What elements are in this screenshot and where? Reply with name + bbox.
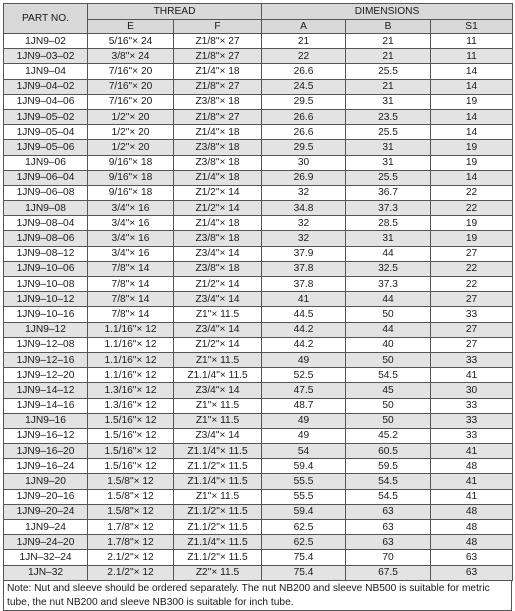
dim-b-cell: 50 xyxy=(346,413,431,428)
table-row xyxy=(4,474,513,489)
dim-a-cell: 37.9 xyxy=(262,246,346,261)
table-row xyxy=(4,201,513,216)
part-no-cell: 1JN9–06–04 xyxy=(4,170,88,185)
thread-e-cell: 1.7/8"× 12 xyxy=(88,535,174,550)
dim-s1-cell: 33 xyxy=(431,428,513,443)
thread-e-cell: 9/16"× 18 xyxy=(88,185,174,200)
header-e: E xyxy=(88,20,174,34)
dim-a-cell: 59.4 xyxy=(262,504,346,519)
part-no-cell: 1JN9–04–06 xyxy=(4,94,88,109)
dim-b-cell: 44 xyxy=(346,322,431,337)
table-row xyxy=(4,185,513,200)
thread-f-cell: Z3/8"× 18 xyxy=(174,155,262,170)
part-no-cell: 1JN9–10–08 xyxy=(4,277,88,292)
part-no-cell: 1JN9–06–08 xyxy=(4,185,88,200)
dim-s1-cell: 48 xyxy=(431,504,513,519)
dim-a-cell: 29.5 xyxy=(262,140,346,155)
thread-f-cell: Z3/4"× 14 xyxy=(174,322,262,337)
header-b: B xyxy=(346,20,431,34)
dim-b-cell: 63 xyxy=(346,504,431,519)
dim-s1-cell: 27 xyxy=(431,246,513,261)
dim-b-cell: 25.5 xyxy=(346,64,431,79)
table-row xyxy=(4,292,513,307)
dim-a-cell: 47.5 xyxy=(262,383,346,398)
thread-f-cell: Z1.1/2"× 11.5 xyxy=(174,459,262,474)
dim-a-cell: 26.6 xyxy=(262,109,346,124)
table-row xyxy=(4,49,513,64)
part-no-cell: 1JN9–08–12 xyxy=(4,246,88,261)
dim-b-cell: 21 xyxy=(346,79,431,94)
thread-f-cell: Z1"× 11.5 xyxy=(174,352,262,367)
thread-f-cell: Z1/2"× 14 xyxy=(174,201,262,216)
dim-b-cell: 28.5 xyxy=(346,216,431,231)
dim-s1-cell: 19 xyxy=(431,231,513,246)
dim-s1-cell: 27 xyxy=(431,322,513,337)
dim-s1-cell: 22 xyxy=(431,277,513,292)
dim-a-cell: 32 xyxy=(262,216,346,231)
dim-a-cell: 30 xyxy=(262,155,346,170)
order-note: Note: Nut and sleeve should be ordered separately. The nut NB200 and sleeve NB500 is suitable for metric tube, the nut NB200 and sleeve NB300 is suitable for inch tube. xyxy=(3,581,512,611)
dim-s1-cell: 14 xyxy=(431,64,513,79)
part-no-cell: 1JN9–10–12 xyxy=(4,292,88,307)
dim-a-cell: 24.5 xyxy=(262,79,346,94)
thread-f-cell: Z1/8"× 27 xyxy=(174,49,262,64)
thread-f-cell: Z1.1/4"× 11.5 xyxy=(174,535,262,550)
table-row xyxy=(4,307,513,322)
table-row xyxy=(4,428,513,443)
table-row xyxy=(4,155,513,170)
thread-f-cell: Z3/4"× 14 xyxy=(174,383,262,398)
table-body xyxy=(4,34,513,581)
thread-e-cell: 7/8"× 14 xyxy=(88,261,174,276)
table-row xyxy=(4,261,513,276)
dim-s1-cell: 63 xyxy=(431,550,513,565)
thread-e-cell: 1/2"× 20 xyxy=(88,140,174,155)
table-row xyxy=(4,565,513,580)
thread-f-cell: Z3/8"× 18 xyxy=(174,261,262,276)
dim-a-cell: 32 xyxy=(262,231,346,246)
dim-a-cell: 32 xyxy=(262,185,346,200)
dim-s1-cell: 63 xyxy=(431,565,513,580)
dim-s1-cell: 22 xyxy=(431,185,513,200)
part-no-cell: 1JN9–03–02 xyxy=(4,49,88,64)
dim-b-cell: 31 xyxy=(346,231,431,246)
dim-s1-cell: 14 xyxy=(431,79,513,94)
thread-e-cell: 7/16"× 20 xyxy=(88,79,174,94)
table-row xyxy=(4,79,513,94)
dim-a-cell: 49 xyxy=(262,352,346,367)
dim-a-cell: 55.5 xyxy=(262,474,346,489)
dim-a-cell: 55.5 xyxy=(262,489,346,504)
dim-a-cell: 26.6 xyxy=(262,125,346,140)
part-no-cell: 1JN9–16–24 xyxy=(4,459,88,474)
thread-e-cell: 1.5/16"× 12 xyxy=(88,459,174,474)
thread-f-cell: Z1.1/4"× 11.5 xyxy=(174,474,262,489)
table-row xyxy=(4,64,513,79)
table-row xyxy=(4,535,513,550)
dim-a-cell: 44.5 xyxy=(262,307,346,322)
part-no-cell: 1JN9–24–20 xyxy=(4,535,88,550)
dim-a-cell: 48.7 xyxy=(262,398,346,413)
thread-e-cell: 1.3/16"× 12 xyxy=(88,398,174,413)
dim-a-cell: 37.8 xyxy=(262,277,346,292)
thread-f-cell: Z1.1/2"× 11.5 xyxy=(174,520,262,535)
part-no-cell: 1JN9–08–04 xyxy=(4,216,88,231)
thread-e-cell: 1.1/16"× 12 xyxy=(88,368,174,383)
parts-table-container xyxy=(3,3,512,611)
thread-e-cell: 1/2"× 20 xyxy=(88,109,174,124)
dim-s1-cell: 19 xyxy=(431,216,513,231)
thread-f-cell: Z1.1/4"× 11.5 xyxy=(174,368,262,383)
table-row xyxy=(4,94,513,109)
part-no-cell: 1JN9–04 xyxy=(4,64,88,79)
thread-e-cell: 7/8"× 14 xyxy=(88,292,174,307)
dim-b-cell: 50 xyxy=(346,307,431,322)
thread-e-cell: 7/16"× 20 xyxy=(88,64,174,79)
dim-s1-cell: 48 xyxy=(431,459,513,474)
dim-b-cell: 50 xyxy=(346,352,431,367)
thread-e-cell: 1.5/16"× 12 xyxy=(88,413,174,428)
table-row xyxy=(4,322,513,337)
dim-b-cell: 44 xyxy=(346,246,431,261)
dim-b-cell: 63 xyxy=(346,520,431,535)
part-no-cell: 1JN9–04–02 xyxy=(4,79,88,94)
dim-s1-cell: 41 xyxy=(431,489,513,504)
table-row xyxy=(4,368,513,383)
dim-a-cell: 26.6 xyxy=(262,64,346,79)
thread-e-cell: 2.1/2"× 12 xyxy=(88,550,174,565)
table-row xyxy=(4,550,513,565)
dim-b-cell: 21 xyxy=(346,34,431,49)
thread-f-cell: Z1/2"× 14 xyxy=(174,277,262,292)
table-header xyxy=(4,4,513,34)
header-dimensions: DIMENSIONS xyxy=(262,4,513,20)
thread-e-cell: 1.5/8"× 12 xyxy=(88,474,174,489)
thread-f-cell: Z3/8"× 18 xyxy=(174,94,262,109)
dim-b-cell: 67.5 xyxy=(346,565,431,580)
dim-s1-cell: 19 xyxy=(431,155,513,170)
thread-f-cell: Z1/4"× 18 xyxy=(174,216,262,231)
thread-f-cell: Z3/8"× 18 xyxy=(174,140,262,155)
dim-s1-cell: 27 xyxy=(431,337,513,352)
thread-f-cell: Z2"× 11.5 xyxy=(174,565,262,580)
thread-e-cell: 1.1/16"× 12 xyxy=(88,352,174,367)
dim-b-cell: 32.5 xyxy=(346,261,431,276)
thread-f-cell: Z1/8"× 27 xyxy=(174,109,262,124)
part-no-cell: 1JN9–16 xyxy=(4,413,88,428)
thread-e-cell: 1.7/8"× 12 xyxy=(88,520,174,535)
header-a: A xyxy=(262,20,346,34)
table-row xyxy=(4,520,513,535)
header-part-no: PART NO. xyxy=(4,4,88,34)
dim-b-cell: 60.5 xyxy=(346,444,431,459)
dim-b-cell: 36.7 xyxy=(346,185,431,200)
thread-e-cell: 7/8"× 14 xyxy=(88,307,174,322)
part-no-cell: 1JN9–08–06 xyxy=(4,231,88,246)
dim-a-cell: 21 xyxy=(262,34,346,49)
thread-f-cell: Z1"× 11.5 xyxy=(174,489,262,504)
thread-e-cell: 1.5/16"× 12 xyxy=(88,444,174,459)
dim-a-cell: 44.2 xyxy=(262,337,346,352)
part-no-cell: 1JN9–05–04 xyxy=(4,125,88,140)
dim-a-cell: 75.4 xyxy=(262,550,346,565)
table-row xyxy=(4,383,513,398)
table-row xyxy=(4,109,513,124)
part-no-cell: 1JN9–16–20 xyxy=(4,444,88,459)
table-row xyxy=(4,246,513,261)
dim-s1-cell: 41 xyxy=(431,368,513,383)
dim-b-cell: 31 xyxy=(346,94,431,109)
dim-a-cell: 22 xyxy=(262,49,346,64)
part-no-cell: 1JN9–14–12 xyxy=(4,383,88,398)
table-row xyxy=(4,444,513,459)
part-no-cell: 1JN9–12–16 xyxy=(4,352,88,367)
dim-b-cell: 25.5 xyxy=(346,125,431,140)
dim-b-cell: 44 xyxy=(346,292,431,307)
part-no-cell: 1JN–32–24 xyxy=(4,550,88,565)
table-row xyxy=(4,398,513,413)
dim-s1-cell: 11 xyxy=(431,49,513,64)
dim-b-cell: 37.3 xyxy=(346,277,431,292)
thread-e-cell: 3/4"× 16 xyxy=(88,201,174,216)
dim-b-cell: 63 xyxy=(346,535,431,550)
dim-b-cell: 40 xyxy=(346,337,431,352)
dim-b-cell: 31 xyxy=(346,140,431,155)
part-no-cell: 1JN9–24 xyxy=(4,520,88,535)
dim-s1-cell: 33 xyxy=(431,413,513,428)
thread-f-cell: Z1/4"× 18 xyxy=(174,170,262,185)
dim-a-cell: 37.8 xyxy=(262,261,346,276)
dim-a-cell: 29.5 xyxy=(262,94,346,109)
thread-f-cell: Z1"× 11.5 xyxy=(174,413,262,428)
thread-f-cell: Z3/4"× 14 xyxy=(174,246,262,261)
part-no-cell: 1JN9–06 xyxy=(4,155,88,170)
thread-f-cell: Z1.1/2"× 11.5 xyxy=(174,504,262,519)
thread-e-cell: 3/4"× 16 xyxy=(88,231,174,246)
part-no-cell: 1JN–32 xyxy=(4,565,88,580)
dim-s1-cell: 33 xyxy=(431,398,513,413)
thread-e-cell: 1.5/8"× 12 xyxy=(88,489,174,504)
thread-f-cell: Z1/4"× 18 xyxy=(174,125,262,140)
dim-s1-cell: 14 xyxy=(431,125,513,140)
table-row xyxy=(4,413,513,428)
dim-s1-cell: 22 xyxy=(431,201,513,216)
dim-s1-cell: 27 xyxy=(431,292,513,307)
part-no-cell: 1JN9–10–06 xyxy=(4,261,88,276)
dim-s1-cell: 19 xyxy=(431,140,513,155)
dim-b-cell: 54.5 xyxy=(346,368,431,383)
thread-f-cell: Z1/8"× 27 xyxy=(174,79,262,94)
dim-b-cell: 70 xyxy=(346,550,431,565)
dim-b-cell: 23.5 xyxy=(346,109,431,124)
thread-e-cell: 9/16"× 18 xyxy=(88,170,174,185)
thread-f-cell: Z1/8"× 27 xyxy=(174,34,262,49)
table-row xyxy=(4,125,513,140)
thread-f-cell: Z1/2"× 14 xyxy=(174,185,262,200)
table-row xyxy=(4,337,513,352)
dim-a-cell: 62.5 xyxy=(262,535,346,550)
dim-s1-cell: 19 xyxy=(431,94,513,109)
thread-f-cell: Z3/4"× 14 xyxy=(174,428,262,443)
thread-e-cell: 1.1/16"× 12 xyxy=(88,322,174,337)
dim-s1-cell: 41 xyxy=(431,474,513,489)
dim-s1-cell: 48 xyxy=(431,535,513,550)
table-row xyxy=(4,459,513,474)
dim-a-cell: 62.5 xyxy=(262,520,346,535)
table-row xyxy=(4,140,513,155)
table-row xyxy=(4,504,513,519)
dim-b-cell: 45.2 xyxy=(346,428,431,443)
thread-e-cell: 1.5/8"× 12 xyxy=(88,504,174,519)
dim-a-cell: 34.8 xyxy=(262,201,346,216)
dim-b-cell: 54.5 xyxy=(346,474,431,489)
thread-e-cell: 1.1/16"× 12 xyxy=(88,337,174,352)
part-no-cell: 1JN9–12 xyxy=(4,322,88,337)
thread-e-cell: 1.5/16"× 12 xyxy=(88,428,174,443)
thread-e-cell: 3/4"× 16 xyxy=(88,246,174,261)
dim-s1-cell: 14 xyxy=(431,109,513,124)
part-no-cell: 1JN9–08 xyxy=(4,201,88,216)
thread-e-cell: 1/2"× 20 xyxy=(88,125,174,140)
thread-e-cell: 7/16"× 20 xyxy=(88,94,174,109)
thread-e-cell: 5/16"× 24 xyxy=(88,34,174,49)
dim-s1-cell: 48 xyxy=(431,520,513,535)
dim-b-cell: 21 xyxy=(346,49,431,64)
dim-b-cell: 25.5 xyxy=(346,170,431,185)
part-no-cell: 1JN9–20 xyxy=(4,474,88,489)
dim-a-cell: 52.5 xyxy=(262,368,346,383)
table-row xyxy=(4,489,513,504)
thread-e-cell: 7/8"× 14 xyxy=(88,277,174,292)
header-thread: THREAD xyxy=(88,4,262,20)
dim-a-cell: 49 xyxy=(262,413,346,428)
header-s1: S1 xyxy=(431,20,513,34)
table-row xyxy=(4,34,513,49)
thread-e-cell: 3/4"× 16 xyxy=(88,216,174,231)
dim-a-cell: 59.4 xyxy=(262,459,346,474)
part-no-cell: 1JN9–05–02 xyxy=(4,109,88,124)
thread-f-cell: Z3/8"× 18 xyxy=(174,231,262,246)
thread-f-cell: Z1/2"× 14 xyxy=(174,337,262,352)
dim-a-cell: 75.4 xyxy=(262,565,346,580)
thread-f-cell: Z3/4"× 14 xyxy=(174,292,262,307)
dim-b-cell: 45 xyxy=(346,383,431,398)
part-no-cell: 1JN9–10–16 xyxy=(4,307,88,322)
thread-e-cell: 3/8"× 24 xyxy=(88,49,174,64)
part-no-cell: 1JN9–14–16 xyxy=(4,398,88,413)
part-no-cell: 1JN9–16–12 xyxy=(4,428,88,443)
dim-a-cell: 54 xyxy=(262,444,346,459)
table-row xyxy=(4,277,513,292)
dim-a-cell: 41 xyxy=(262,292,346,307)
parts-table xyxy=(3,3,513,581)
part-no-cell: 1JN9–20–16 xyxy=(4,489,88,504)
dim-a-cell: 49 xyxy=(262,428,346,443)
table-row xyxy=(4,352,513,367)
dim-s1-cell: 33 xyxy=(431,352,513,367)
thread-f-cell: Z1.1/4"× 11.5 xyxy=(174,444,262,459)
part-no-cell: 1JN9–12–08 xyxy=(4,337,88,352)
part-no-cell: 1JN9–20–24 xyxy=(4,504,88,519)
thread-f-cell: Z1"× 11.5 xyxy=(174,307,262,322)
part-no-cell: 1JN9–05–06 xyxy=(4,140,88,155)
table-row xyxy=(4,231,513,246)
dim-s1-cell: 30 xyxy=(431,383,513,398)
dim-b-cell: 54.5 xyxy=(346,489,431,504)
dim-b-cell: 37.3 xyxy=(346,201,431,216)
dim-b-cell: 31 xyxy=(346,155,431,170)
thread-f-cell: Z1/4"× 18 xyxy=(174,64,262,79)
thread-e-cell: 2.1/2"× 12 xyxy=(88,565,174,580)
dim-b-cell: 59.5 xyxy=(346,459,431,474)
part-no-cell: 1JN9–02 xyxy=(4,34,88,49)
thread-f-cell: Z1"× 11.5 xyxy=(174,398,262,413)
thread-e-cell: 9/16"× 18 xyxy=(88,155,174,170)
table-row xyxy=(4,170,513,185)
part-no-cell: 1JN9–12–20 xyxy=(4,368,88,383)
dim-b-cell: 50 xyxy=(346,398,431,413)
thread-f-cell: Z1.1/2"× 11.5 xyxy=(174,550,262,565)
dim-a-cell: 44.2 xyxy=(262,322,346,337)
dim-s1-cell: 33 xyxy=(431,307,513,322)
dim-s1-cell: 41 xyxy=(431,444,513,459)
dim-s1-cell: 11 xyxy=(431,34,513,49)
table-row xyxy=(4,216,513,231)
dim-a-cell: 26.9 xyxy=(262,170,346,185)
header-f: F xyxy=(174,20,262,34)
dim-s1-cell: 14 xyxy=(431,170,513,185)
thread-e-cell: 1.3/16"× 12 xyxy=(88,383,174,398)
dim-s1-cell: 22 xyxy=(431,261,513,276)
